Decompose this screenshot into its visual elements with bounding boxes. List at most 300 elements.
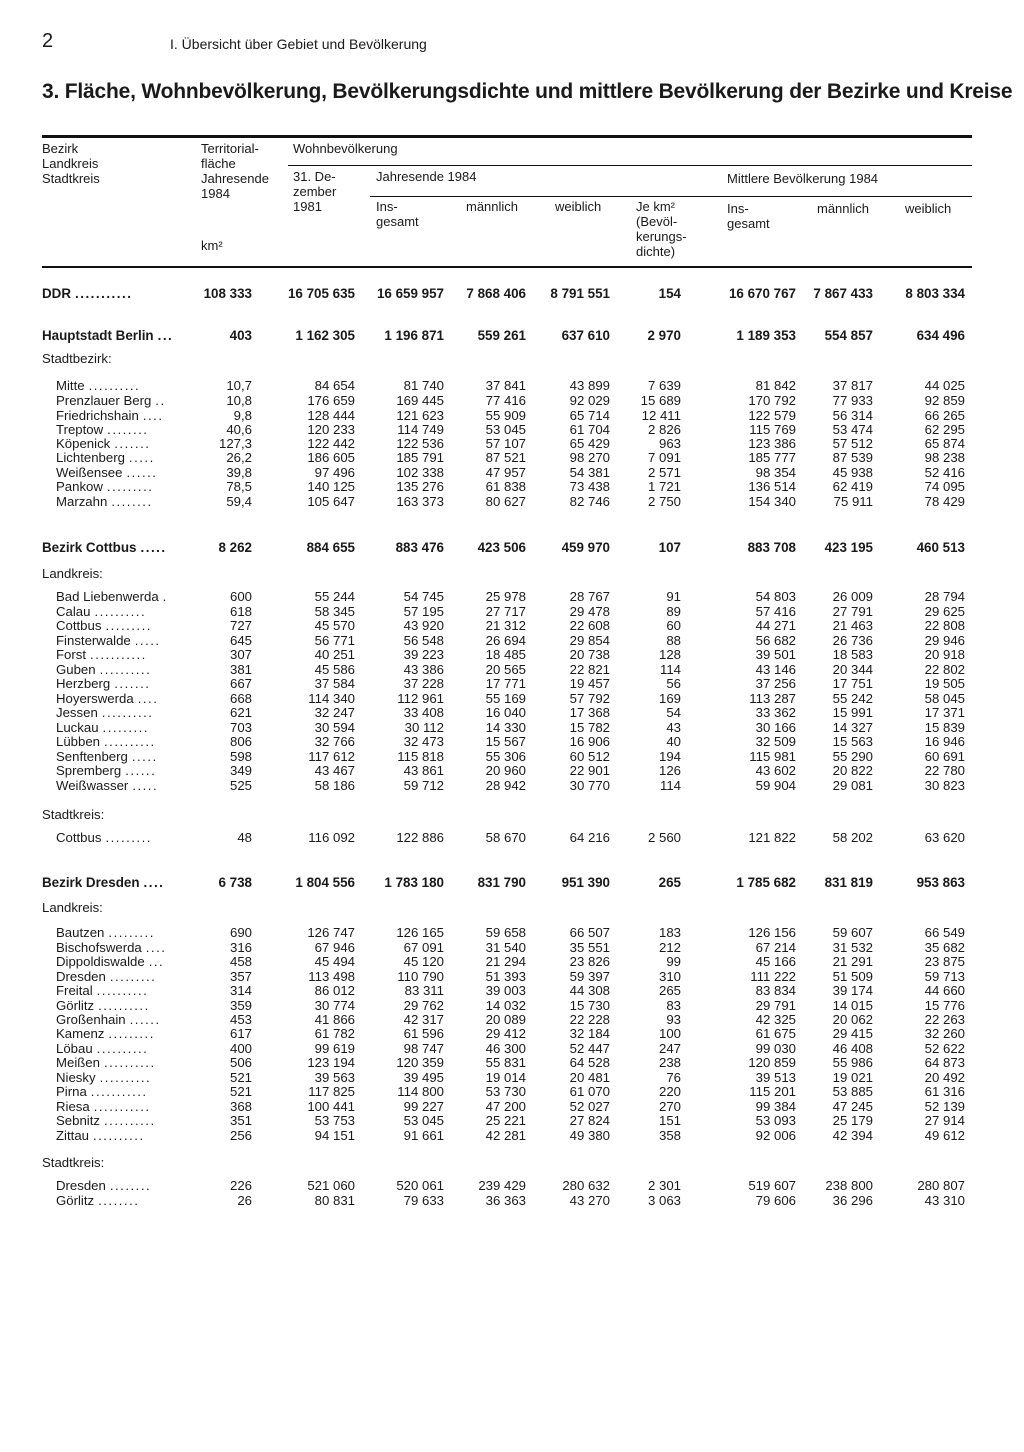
cell-col-9: 15 776 [924, 998, 965, 1013]
cell-col-5: 22 228 [569, 1012, 610, 1027]
cell-col-7: 126 156 [748, 925, 796, 940]
header-maennlich: männlich [466, 199, 519, 214]
cell-col-8: 27 791 [832, 604, 873, 619]
cell-col-7: 113 287 [749, 691, 796, 706]
cell-col-1: 600 [229, 589, 252, 604]
cell-col-9: 64 873 [924, 1055, 965, 1070]
table-row [0, 436, 1024, 451]
row-name: Löbau .......... [56, 1041, 149, 1056]
cell-col-4: 16 040 [485, 705, 526, 720]
cell-col-3: 61 596 [403, 1026, 444, 1041]
cell-col-6: 310 [658, 969, 681, 984]
cell-col-5: 61 070 [569, 1084, 610, 1099]
cell-col-5: 19 457 [569, 676, 610, 691]
row-name: Treptow ........ [56, 422, 149, 437]
row-name: Bezirk Dresden .... [42, 875, 165, 890]
cell-col-6: 220 [658, 1084, 681, 1099]
cell-col-7: 1 785 682 [736, 875, 796, 890]
cell-col-9: 92 859 [924, 393, 965, 408]
cell-col-9: 66 549 [924, 925, 965, 940]
cell-col-6: 2 750 [647, 494, 681, 509]
cell-col-8: 20 344 [832, 662, 873, 677]
cell-col-8: 19 021 [832, 1070, 873, 1085]
cell-col-1: 453 [229, 1012, 252, 1027]
cell-col-3: 110 790 [397, 969, 444, 984]
section-label: Stadtkreis: [42, 1155, 105, 1170]
cell-col-3: 883 476 [395, 540, 444, 555]
cell-col-8: 15 563 [832, 734, 873, 749]
cell-col-3: 79 633 [403, 1193, 444, 1208]
cell-col-9: 63 620 [924, 830, 965, 845]
cell-col-3: 112 961 [397, 691, 444, 706]
cell-col-1: 9,8 [233, 408, 252, 423]
cell-col-5: 61 704 [569, 422, 610, 437]
cell-col-2: 39 563 [314, 1070, 355, 1085]
table-row [0, 589, 1024, 604]
cell-col-8: 56 314 [832, 408, 873, 423]
cell-col-8: 53 885 [832, 1084, 873, 1099]
cell-col-5: 28 767 [569, 589, 610, 604]
cell-col-8: 37 817 [832, 378, 873, 393]
cell-col-7: 53 093 [755, 1113, 796, 1128]
cell-col-3: 114 749 [397, 422, 444, 437]
cell-col-9: 52 416 [924, 465, 965, 480]
cell-col-2: 30 774 [314, 998, 355, 1013]
cell-col-3: 57 195 [403, 604, 444, 619]
cell-col-4: 14 032 [485, 998, 526, 1013]
cell-col-6: 40 [666, 734, 681, 749]
table-row [0, 479, 1024, 494]
cell-col-7: 59 904 [755, 778, 796, 793]
cell-col-4: 25 978 [485, 589, 526, 604]
cell-col-9: 43 310 [924, 1193, 965, 1208]
table-row [0, 705, 1024, 720]
cell-col-5: 43 270 [569, 1193, 610, 1208]
cell-col-3: 520 061 [396, 1178, 444, 1193]
cell-col-9: 28 794 [924, 589, 965, 604]
table-row [0, 1026, 1024, 1041]
cell-col-1: 226 [229, 1178, 252, 1193]
cell-col-6: 151 [658, 1113, 681, 1128]
cell-col-3: 39 495 [403, 1070, 444, 1085]
cell-col-7: 185 777 [748, 450, 796, 465]
row-name: Freital .......... [56, 983, 149, 998]
cell-col-3: 30 112 [404, 720, 444, 735]
cell-col-5: 64 528 [569, 1055, 610, 1070]
cell-col-1: 39,8 [226, 465, 252, 480]
cell-col-6: 2 826 [647, 422, 681, 437]
cell-col-6: 12 411 [641, 408, 681, 423]
cell-col-4: 28 942 [485, 778, 526, 793]
cell-col-5: 29 478 [569, 604, 610, 619]
cell-col-6: 265 [658, 983, 681, 998]
cell-col-1: 26,2 [226, 450, 252, 465]
row-name: Calau .......... [56, 604, 147, 619]
cell-col-9: 280 807 [917, 1178, 965, 1193]
cell-col-9: 44 660 [924, 983, 965, 998]
cell-col-1: 316 [229, 940, 252, 955]
header-rule-wohnbev [288, 165, 972, 166]
cell-col-8: 14 015 [832, 998, 873, 1013]
cell-col-8: 20 062 [832, 1012, 873, 1027]
header-mittlere-1984: Mittlere Bevölkerung 1984 [727, 171, 879, 186]
cell-col-7: 99 384 [755, 1099, 796, 1114]
row-name: Bautzen ......... [56, 925, 155, 940]
cell-col-2: 80 831 [314, 1193, 355, 1208]
cell-col-6: 99 [666, 954, 681, 969]
cell-col-3: 121 623 [396, 408, 444, 423]
cell-col-8: 554 857 [824, 328, 873, 343]
row-name: Senftenberg ..... [56, 749, 158, 764]
cell-col-7: 61 675 [755, 1026, 796, 1041]
cell-col-4: 53 730 [485, 1084, 526, 1099]
cell-col-2: 56 771 [314, 633, 355, 648]
cell-col-6: 128 [658, 647, 681, 662]
cell-col-7: 136 514 [748, 479, 796, 494]
cell-col-2: 32 247 [314, 705, 355, 720]
cell-col-8: 31 532 [832, 940, 873, 955]
cell-col-7: 39 501 [755, 647, 796, 662]
row-name: Dippoldiswalde ... [56, 954, 165, 969]
cell-col-5: 32 184 [569, 1026, 610, 1041]
table-row [0, 720, 1024, 735]
header-weiblich: weiblich [555, 199, 602, 214]
row-name: Prenzlauer Berg .. [56, 393, 166, 408]
cell-col-7: 54 803 [755, 589, 796, 604]
cell-col-8: 57 512 [832, 436, 873, 451]
cell-col-5: 57 792 [569, 691, 610, 706]
row-name: Guben .......... [56, 662, 152, 677]
cell-col-4: 58 670 [485, 830, 526, 845]
cell-col-5: 22 608 [569, 618, 610, 633]
cell-col-7: 122 579 [748, 408, 796, 423]
row-name: Niesky .......... [56, 1070, 152, 1085]
cell-col-3: 114 800 [397, 1084, 444, 1099]
cell-col-8: 21 463 [832, 618, 873, 633]
cell-col-1: 307 [229, 647, 252, 662]
table-row [0, 954, 1024, 969]
header-top-rule [42, 135, 972, 138]
row-name: Riesa ........... [56, 1099, 151, 1114]
table-row [0, 830, 1024, 845]
table-row [0, 1041, 1024, 1056]
cell-col-3: 54 745 [403, 589, 444, 604]
cell-col-5: 459 970 [561, 540, 610, 555]
table-row [0, 1113, 1024, 1128]
table-row [0, 408, 1024, 423]
cell-col-3: 67 091 [403, 940, 444, 955]
table-row [0, 422, 1024, 437]
cell-col-3: 1 783 180 [384, 875, 444, 890]
cell-col-1: 690 [229, 925, 252, 940]
cell-col-9: 8 803 334 [905, 286, 965, 301]
cell-col-2: 45 586 [314, 662, 355, 677]
cell-col-4: 21 294 [485, 954, 526, 969]
cell-col-7: 1 189 353 [736, 328, 796, 343]
header-area-label: Bezirk Landkreis Stadtkreis [42, 141, 100, 186]
cell-col-6: 15 689 [640, 393, 681, 408]
header-dichte: Je km² (Bevöl- kerungs- dichte) [636, 199, 687, 259]
cell-col-1: 127,3 [218, 436, 252, 451]
cell-col-9: 65 874 [924, 436, 965, 451]
table-title: 3. Fläche, Wohnbevölkerung, Bevölkerungsdichte und mittlere Bevölkerung der Bezirke und Kreise [42, 80, 1013, 103]
cell-col-2: 105 647 [307, 494, 355, 509]
cell-col-7: 92 006 [755, 1128, 796, 1143]
cell-col-4: 20 565 [485, 662, 526, 677]
cell-col-2: 1 804 556 [295, 875, 355, 890]
header-rule-subgroups [370, 196, 972, 197]
cell-col-2: 30 594 [314, 720, 355, 735]
header-territorial: Territorial- fläche Jahresende 1984 [201, 141, 269, 201]
cell-col-8: 47 245 [832, 1099, 873, 1114]
row-name: Sebnitz .......... [56, 1113, 156, 1128]
cell-col-8: 20 822 [832, 763, 873, 778]
cell-col-3: 53 045 [403, 1113, 444, 1128]
cell-col-7: 56 682 [755, 633, 796, 648]
cell-col-2: 123 194 [307, 1055, 355, 1070]
cell-col-4: 18 485 [485, 647, 526, 662]
table-row [0, 1055, 1024, 1070]
row-name: Luckau ......... [56, 720, 150, 735]
cell-col-7: 154 340 [748, 494, 796, 509]
cell-col-9: 58 045 [924, 691, 965, 706]
cell-col-9: 27 914 [924, 1113, 965, 1128]
cell-col-9: 61 316 [924, 1084, 965, 1099]
section-label: Landkreis: [42, 900, 103, 915]
cell-col-1: 8 262 [218, 540, 252, 555]
cell-col-6: 169 [658, 691, 681, 706]
table-row [0, 778, 1024, 793]
cell-col-2: 84 654 [314, 378, 355, 393]
table-row [0, 494, 1024, 509]
cell-col-3: 163 373 [396, 494, 444, 509]
cell-col-5: 65 429 [569, 436, 610, 451]
cell-col-7: 519 607 [748, 1178, 796, 1193]
cell-col-4: 17 771 [485, 676, 526, 691]
cell-col-1: 521 [229, 1084, 252, 1099]
cell-col-8: 7 867 433 [813, 286, 873, 301]
cell-col-9: 20 492 [924, 1070, 965, 1085]
row-name: Bezirk Cottbus ..... [42, 540, 167, 555]
table-row [0, 378, 1024, 393]
cell-col-6: 114 [659, 662, 681, 677]
cell-col-8: 238 800 [825, 1178, 873, 1193]
cell-col-4: 25 221 [485, 1113, 526, 1128]
cell-col-6: 89 [666, 604, 681, 619]
row-name: DDR ........... [42, 286, 133, 301]
row-name: Hoyerswerda .... [56, 691, 159, 706]
cell-col-8: 26 736 [832, 633, 873, 648]
cell-col-4: 57 107 [485, 436, 526, 451]
section-label: Stadtkreis: [42, 807, 105, 822]
table-row [0, 662, 1024, 677]
cell-col-9: 49 612 [924, 1128, 965, 1143]
cell-col-5: 92 029 [569, 393, 610, 408]
cell-col-6: 7 639 [647, 378, 681, 393]
cell-col-4: 80 627 [485, 494, 526, 509]
cell-col-5: 20 738 [569, 647, 610, 662]
cell-col-1: 403 [229, 328, 252, 343]
cell-col-6: 7 091 [647, 450, 681, 465]
cell-col-7: 43 146 [755, 662, 796, 677]
cell-col-9: 29 946 [924, 633, 965, 648]
row-name: Forst ........... [56, 647, 147, 662]
cell-col-1: 368 [229, 1099, 252, 1114]
cell-col-3: 42 317 [403, 1012, 444, 1027]
cell-col-7: 45 166 [755, 954, 796, 969]
row-name: Hauptstadt Berlin ... [42, 328, 174, 343]
cell-col-5: 8 791 551 [550, 286, 610, 301]
header-maennlich-mittel: männlich [817, 201, 870, 216]
cell-col-3: 169 445 [396, 393, 444, 408]
cell-col-9: 98 238 [924, 450, 965, 465]
cell-col-1: 349 [229, 763, 252, 778]
cell-col-4: 46 300 [485, 1041, 526, 1056]
cell-col-4: 831 790 [477, 875, 526, 890]
cell-col-9: 19 505 [924, 676, 965, 691]
row-name: Mitte .......... [56, 378, 141, 393]
cell-col-4: 21 312 [485, 618, 526, 633]
cell-col-7: 16 670 767 [728, 286, 796, 301]
table-row [0, 1178, 1024, 1193]
cell-col-8: 17 751 [832, 676, 873, 691]
cell-col-5: 15 782 [569, 720, 610, 735]
cell-col-3: 126 165 [396, 925, 444, 940]
row-name: Zittau .......... [56, 1128, 145, 1143]
cell-col-7: 30 166 [755, 720, 796, 735]
cell-col-3: 33 408 [403, 705, 444, 720]
cell-col-4: 51 393 [485, 969, 526, 984]
cell-col-4: 37 841 [485, 378, 526, 393]
cell-col-7: 39 513 [755, 1070, 796, 1085]
cell-col-3: 59 712 [403, 778, 444, 793]
cell-col-4: 55 169 [485, 691, 526, 706]
cell-col-2: 176 659 [307, 393, 355, 408]
row-name: Dresden ......... [56, 969, 157, 984]
table-row [0, 1084, 1024, 1099]
cell-col-9: 23 875 [924, 954, 965, 969]
total-row [0, 285, 1024, 303]
cell-col-5: 17 368 [569, 705, 610, 720]
cell-col-4: 55 831 [485, 1055, 526, 1070]
cell-col-9: 22 263 [924, 1012, 965, 1027]
cell-col-8: 831 819 [824, 875, 873, 890]
cell-col-5: 60 512 [569, 749, 610, 764]
cell-col-1: 703 [229, 720, 252, 735]
cell-col-9: 60 691 [924, 749, 965, 764]
row-name: Cottbus ......... [56, 830, 152, 845]
section-label: Landkreis: [42, 566, 103, 581]
cell-col-4: 19 014 [485, 1070, 526, 1085]
cell-col-8: 45 938 [832, 465, 873, 480]
row-name: Marzahn ........ [56, 494, 153, 509]
cell-col-7: 57 416 [755, 604, 796, 619]
table-row [0, 618, 1024, 633]
cell-col-6: 76 [666, 1070, 681, 1085]
row-name: Weißwasser ..... [56, 778, 159, 793]
cell-col-8: 18 583 [832, 647, 873, 662]
row-name: Bischofswerda .... [56, 940, 167, 955]
cell-col-2: 86 012 [314, 983, 355, 998]
table-row [0, 1099, 1024, 1114]
cell-col-1: 645 [229, 633, 252, 648]
table-row [0, 1070, 1024, 1085]
cell-col-1: 806 [229, 734, 252, 749]
row-name: Cottbus ......... [56, 618, 152, 633]
cell-col-8: 46 408 [832, 1041, 873, 1056]
cell-col-8: 51 509 [832, 969, 873, 984]
cell-col-7: 37 256 [755, 676, 796, 691]
cell-col-8: 423 195 [824, 540, 873, 555]
cell-col-8: 55 290 [832, 749, 873, 764]
cell-col-1: 256 [229, 1128, 252, 1143]
cell-col-2: 128 444 [307, 408, 355, 423]
cell-col-5: 637 610 [561, 328, 610, 343]
cell-col-9: 20 918 [924, 647, 965, 662]
total-row [0, 539, 1024, 557]
cell-col-1: 314 [229, 983, 252, 998]
cell-col-4: 26 694 [485, 633, 526, 648]
cell-col-9: 52 622 [924, 1041, 965, 1056]
cell-col-4: 87 521 [485, 450, 526, 465]
cell-col-2: 120 233 [307, 422, 355, 437]
cell-col-2: 40 251 [314, 647, 355, 662]
table-row [0, 691, 1024, 706]
cell-col-6: 2 560 [647, 830, 681, 845]
row-name: Lübben .......... [56, 734, 156, 749]
cell-col-1: 10,7 [226, 378, 252, 393]
cell-col-1: 525 [229, 778, 252, 793]
cell-col-9: 15 839 [924, 720, 965, 735]
cell-col-1: 108 333 [203, 286, 252, 301]
cell-col-6: 114 [659, 778, 681, 793]
cell-col-6: 54 [666, 705, 681, 720]
cell-col-2: 100 441 [307, 1099, 355, 1114]
cell-col-8: 75 911 [833, 494, 873, 509]
header-bottom-rule [42, 266, 972, 268]
cell-col-8: 42 394 [832, 1128, 873, 1143]
cell-col-5: 23 826 [569, 954, 610, 969]
cell-col-8: 39 174 [832, 983, 873, 998]
cell-col-1: 598 [229, 749, 252, 764]
table-row [0, 1193, 1024, 1208]
cell-col-1: 400 [229, 1041, 252, 1056]
cell-col-9: 22 802 [924, 662, 965, 677]
cell-col-5: 29 854 [569, 633, 610, 648]
table-row [0, 998, 1024, 1013]
cell-col-8: 29 081 [832, 778, 873, 793]
table-row [0, 734, 1024, 749]
cell-col-3: 120 359 [396, 1055, 444, 1070]
cell-col-5: 44 308 [569, 983, 610, 998]
header-dec-1981: 31. De- zember 1981 [293, 169, 337, 214]
table-row [0, 676, 1024, 691]
cell-col-2: 122 442 [307, 436, 355, 451]
cell-col-8: 26 009 [832, 589, 873, 604]
header-jahresende-1984: Jahresende 1984 [376, 169, 477, 184]
row-name: Meißen .......... [56, 1055, 156, 1070]
cell-col-6: 183 [658, 925, 681, 940]
cell-col-1: 78,5 [226, 479, 252, 494]
cell-col-5: 27 824 [569, 1113, 610, 1128]
cell-col-3: 37 228 [403, 676, 444, 691]
cell-col-6: 3 063 [647, 1193, 681, 1208]
cell-col-9: 32 260 [924, 1026, 965, 1041]
cell-col-1: 381 [229, 662, 252, 677]
cell-col-7: 83 834 [755, 983, 796, 998]
cell-col-7: 81 842 [755, 378, 796, 393]
cell-col-4: 15 567 [485, 734, 526, 749]
